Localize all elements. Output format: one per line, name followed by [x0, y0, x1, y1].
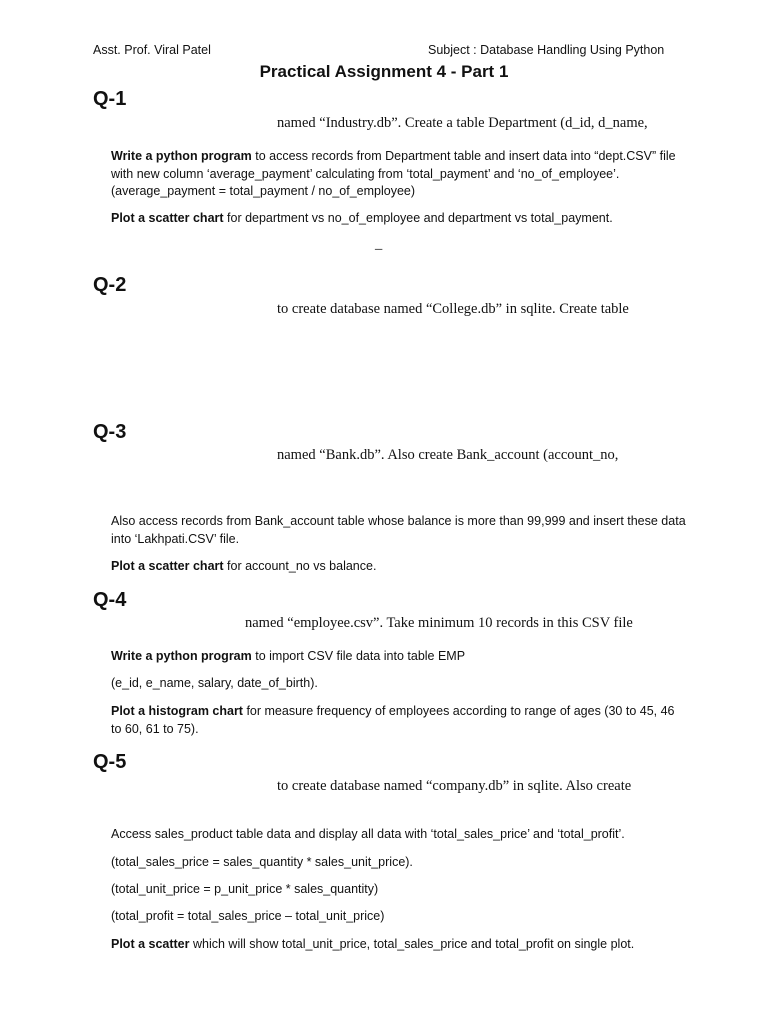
q3-paragraph-2: [111, 559, 376, 573]
q5-line1: to create database named “company.db” in sqlite. Also create: [277, 778, 632, 794]
q4-paragraph-1: [111, 649, 465, 663]
q4-p1-text: to import CSV file data into table EMP: [251, 649, 466, 663]
q4-p1-bold: Write a python program: [111, 649, 252, 663]
q5-heading: Q-5: [93, 751, 127, 773]
q1-p1-text: to access records from Department table and insert data into “dept.CSV” file with new column ‘average_payment’ calculating from ‘total_payment’ and ‘no_of_employee’. (average_payment = total_payment / no_of_employee): [111, 149, 676, 198]
q5-p5-text: which will show total_unit_price, total_sales_price and total_profit on single plot.: [189, 937, 635, 951]
q3-p2-text: for account_no vs balance.: [223, 559, 377, 573]
q4-paragraph-3: [111, 703, 686, 738]
q5-paragraph-2: (total_sales_price = sales_quantity * sales_unit_price).: [111, 855, 413, 869]
q1-dash: _: [375, 236, 383, 252]
q5-paragraph-5: [111, 937, 634, 951]
q4-paragraph-2: (e_id, e_name, salary, date_of_birth).: [111, 676, 318, 690]
q1-paragraph-1: [111, 148, 686, 201]
q1-p1-bold: Write a python program: [111, 149, 252, 163]
q4-heading: Q-4: [93, 589, 127, 611]
q2-heading: Q-2: [93, 274, 127, 296]
q4-line1: named “employee.csv”. Take minimum 10 records in this CSV file: [245, 615, 633, 631]
q1-heading: Q-1: [93, 88, 127, 110]
q3-line1: named “Bank.db”. Also create Bank_account (account_no,: [277, 447, 619, 463]
q5-p5-bold: Plot a scatter: [111, 937, 190, 951]
q3-paragraph-1: Also access records from Bank_account table whose balance is more than 99,999 and insert these data into ‘Lakhpati.CSV’ file.: [111, 514, 686, 546]
q3-heading: Q-3: [93, 421, 127, 443]
q3-p2-bold: Plot a scatter chart: [111, 559, 224, 573]
q1-p2-text: for department vs no_of_employee and department vs total_payment.: [223, 211, 613, 225]
q2-line1: to create database named “College.db” in sqlite. Create table: [277, 301, 629, 317]
q1-p2-bold: Plot a scatter chart: [111, 211, 224, 225]
header-author: Asst. Prof. Viral Patel: [93, 43, 211, 57]
page-title: Practical Assignment 4 - Part 1: [259, 62, 509, 81]
q5-paragraph-3: (total_unit_price = p_unit_price * sales_quantity): [111, 882, 379, 896]
q5-paragraph-4: (total_profit = total_sales_price – total_unit_price): [111, 909, 385, 923]
q5-paragraph-1: Access sales_product table data and display all data with ‘total_sales_price’ and ‘total_profit’.: [111, 827, 625, 841]
q1-paragraph-2: [111, 211, 613, 225]
q1-line1: named “Industry.db”. Create a table Department (d_id, d_name,: [277, 115, 648, 131]
q4-p3-bold: Plot a histogram chart: [111, 704, 243, 718]
header-subject: Subject : Database Handling Using Python: [428, 43, 665, 57]
q4-p3-text: for measure frequency of employees according to range of ages (30 to 45, 46 to 60, 61 to 75).: [111, 704, 675, 736]
